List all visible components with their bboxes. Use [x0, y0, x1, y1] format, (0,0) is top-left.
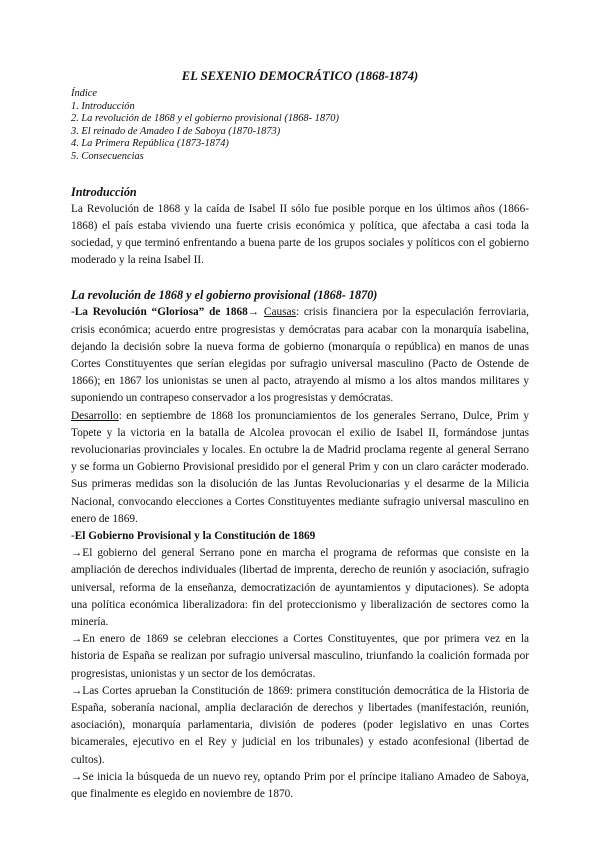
document-page [71, 68, 529, 803]
desarrollo-text: : en septiembre de 1868 los pronunciamientos de los generales Serrano, Dulce, Prim y Topete y la victoria en la batalla de Alcolea provocan el exilio de Isabel II, formándose juntas revolucionarias provinciales y locales. En octubre la de Madrid proclama regente al general Serrano y se forma un Gobierno Provisional presidido por el general Prim y con un claro carácter moderado. Sus primeras medidas son la disolución de las Juntas Revolucionarias y el desarme de la Milicia Nacional, convocando elecciones a Cortes Constituyentes mediante sufragio universal masculino en enero de 1869. [71, 409, 529, 525]
gobierno-subheading [71, 528, 529, 545]
document-title: EL SEXENIO DEMOCRÁTICO (1868-1874) [181, 69, 419, 83]
point-reformas: →El gobierno del general Serrano pone en marcha el programa de reformas que consiste en la ampliación de derechos individuales (libertad de imprenta, derecho de reunión y asociación, sufragio universal, reforma de la enseñanza, democratización de ayuntamientos y diputaciones). Se adopta una política económica liberalizadora: fin del proteccionismo y liberalización de sectores como la minería. [71, 547, 529, 629]
toc-item-revolucion: 2. La revolución de 1868 y el gobierno provisional (1868- 1870) [71, 113, 339, 125]
gloriosa-label: La Revolución “Gloriosa” de 1868→ [74, 306, 260, 319]
gobierno-label: El Gobierno Provisional y la Constitución de 1869 [74, 530, 316, 543]
point-elecciones: →En enero de 1869 se celebran elecciones a Cortes Constituyentes, que por primera vez en la historia de España se realizan por sufragio universal masculino, triunfando la coalición formada por progresistas, unionistas y un sector de los demócratas. [71, 633, 529, 680]
causas-label: Causas [263, 306, 296, 319]
section-heading-revolucion: La revolución de 1868 y el gobierno provisional (1868- 1870) [71, 288, 378, 303]
causas-text: : crisis financiera por la especulación ferroviaria, crisis económica; acuerdo entre progresistas y demócratas para acabar con la monarquía isabelina, dejando la decisión sobre la nueva forma de gobierno (monarquía o república) en manos de unas Cortes Constituyentes que serían elegidas por sufragio universal masculino (Pacto de Ostende de 1866); en 1867 los unionistas se unen al pacto, atrayendo al mismo a los altos mandos militares y suponiendo un contrapeso conservador a los progresistas y demócratas. [71, 306, 530, 405]
toc-item-introduccion: 1. Introducción [71, 100, 135, 112]
section-heading-introduccion: Introducción [71, 184, 137, 199]
point-nuevo-rey: →Se inicia la búsqueda de un nuevo rey, optando Prim por el príncipe italiano Amadeo de Saboya, que finalmente es elegido en noviembre de 1870. [71, 770, 529, 801]
desarrollo-label: Desarrollo [71, 409, 119, 422]
gobierno-prefix: - [71, 530, 75, 543]
toc-item-consecuencias: 5. Consecuencias [71, 150, 144, 162]
toc-item-republica: 4. La Primera República (1873-1874) [71, 138, 229, 150]
point-constitucion: →Las Cortes aprueban la Constitución de 1869: primera constitución democrática de la Historia de España, soberanía nacional, amplia declaración de derechos y libertades (manifestación, reunión, asociación), monarquía parlamentaria, división de poderes (poder legislativo en unas Cortes bicamerales, ejecutivo en el Rey y judicial en los tribunales) y estado aconfesional (libertad de cultos). [71, 684, 529, 766]
table-of-contents [71, 88, 529, 164]
toc-item-amadeo: 3. El reinado de Amadeo I de Saboya (1870-1873) [71, 125, 281, 137]
gloriosa-paragraph [71, 304, 529, 407]
intro-paragraph: La Revolución de 1868 y la caída de Isabel II sólo fue posible porque en los últimos años (1866-1868) el país estaba viviendo una fuerte crisis económica y política, que afectaba a casi toda la sociedad, y que terminó enfrentando a buena parte de los grupos sociales y políticos con el gobierno moderado y la reina Isabel II. [71, 202, 529, 267]
desarrollo-paragraph [71, 408, 529, 528]
toc-heading: Índice [71, 88, 97, 99]
gloriosa-prefix: - [71, 306, 75, 319]
